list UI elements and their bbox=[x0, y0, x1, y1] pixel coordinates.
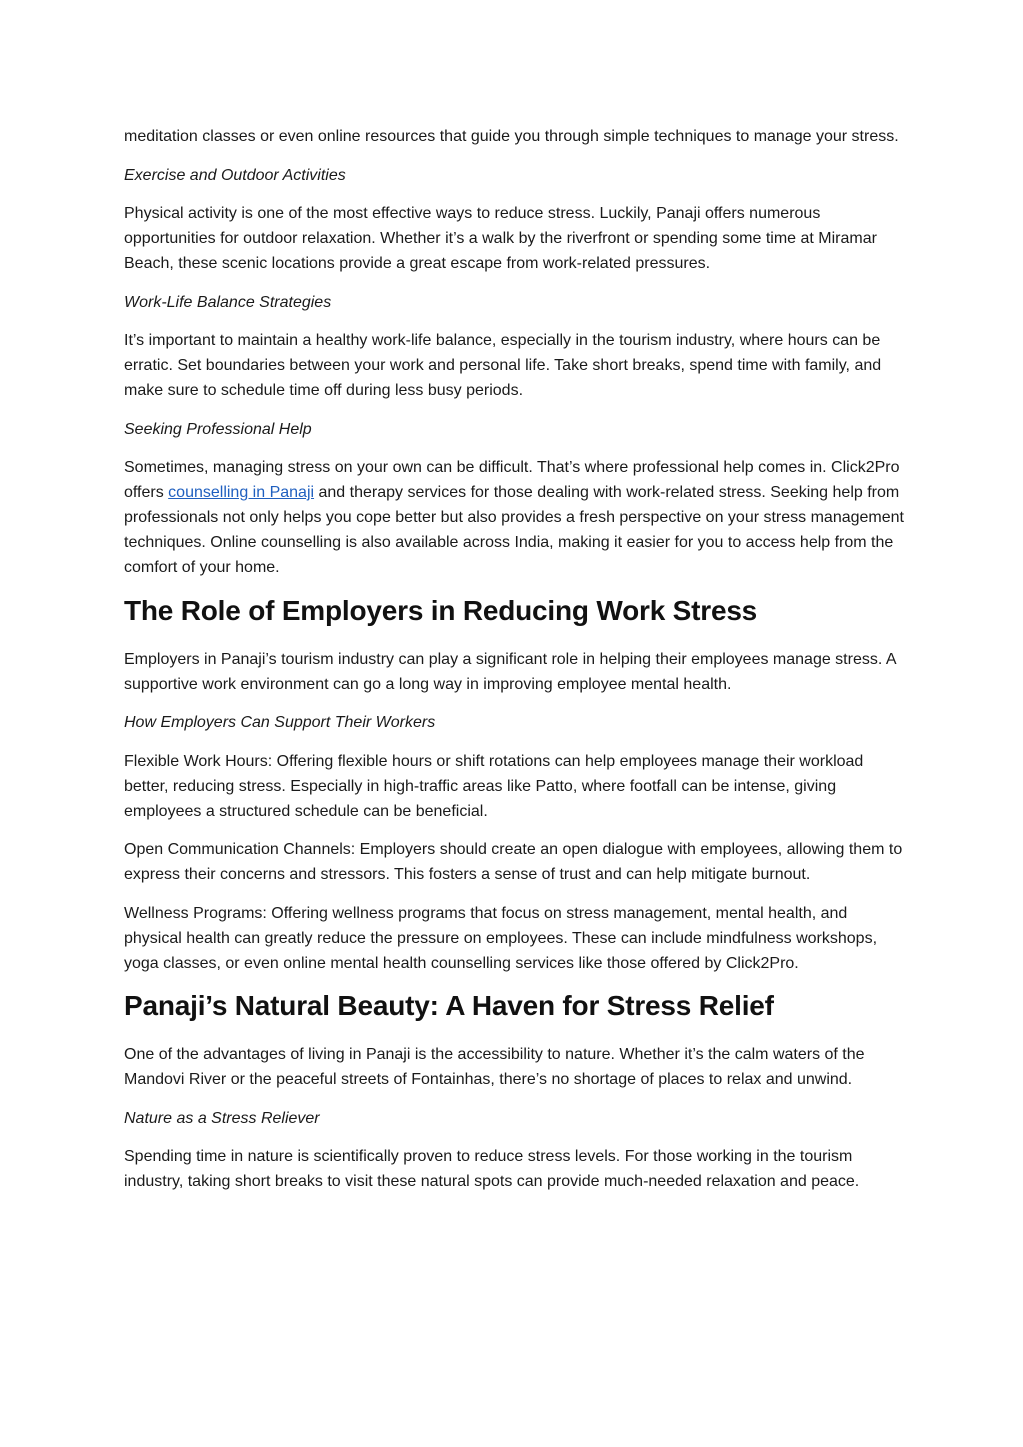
nature-intro-paragraph: One of the advantages of living in Panaji is the accessibility to nature. Whether it’s the calm waters of the Mandovi River or the peaceful streets of Fontainhas, there’s no shortage of places to relax and unwind. bbox=[124, 1046, 865, 1088]
nature-section-title: Panaji’s Natural Beauty: A Haven for Stress Relief bbox=[124, 990, 774, 1021]
employers-support-subheading: How Employers Can Support Their Workers bbox=[124, 714, 436, 731]
wellness-programs-paragraph: Wellness Programs: Offering wellness programs that focus on stress management, mental health, and physical health can greatly reduce the pressure on employees. These can include mindfulness workshops, yoga classes, or even online mental health counselling services like those offered by Click2Pro. bbox=[124, 904, 878, 972]
exercise-paragraph: Physical activity is one of the most effective ways to reduce stress. Luckily, Panaji offers numerous opportunities for outdoor relaxation. Whether it’s a walk by the riverfront or spending some time at Miramar Beach, these scenic locations provide a great escape from work-related pressures. bbox=[124, 205, 877, 272]
flexible-hours-paragraph: Flexible Work Hours: Offering flexible hours or shift rotations can help employees manage their workload better, reducing stress. Especially in high-traffic areas like Patto, where footfall can be intense, giving employees a structured schedule can be beneficial. bbox=[124, 752, 864, 820]
counselling-panaji-link[interactable]: counselling in Panaji bbox=[168, 484, 315, 501]
professional-help-text-after: and therapy services for those dealing with work-related stress. Seeking help from professionals not only helps you cope better but also provides a fresh perspective on your stress management techniques. Online counselling is also available across India, making it easier for you to access help from the comfort of your home. bbox=[124, 484, 904, 576]
professional-help-subheading: Seeking Professional Help bbox=[124, 420, 312, 438]
employers-section-title: The Role of Employers in Reducing Work Stress bbox=[124, 594, 758, 626]
worklife-subheading: Work-Life Balance Strategies bbox=[124, 293, 332, 311]
document-page bbox=[124, 124, 904, 1208]
professional-help-paragraph bbox=[124, 455, 904, 580]
professional-help-text-before: Sometimes, managing stress on your own can be difficult. That’s where professional help comes in. Click2Pro offers bbox=[124, 459, 900, 501]
worklife-paragraph: It’s important to maintain a healthy work-life balance, especially in the tourism industry, where hours can be erratic. Set boundaries between your work and personal life. Take short breaks, spend time with family, and make sure to schedule time off during less busy periods. bbox=[124, 332, 882, 399]
employers-intro-paragraph: Employers in Panaji’s tourism industry can play a significant role in helping their employees manage stress. A supportive work environment can go a long way in improving employee mental health. bbox=[124, 650, 896, 693]
exercise-subheading: Exercise and Outdoor Activities bbox=[124, 166, 346, 184]
intro-tail-paragraph: meditation classes or even online resources that guide you through simple techniques to manage your stress. bbox=[124, 128, 899, 145]
nature-subheading: Nature as a Stress Reliever bbox=[124, 1109, 320, 1127]
open-communication-paragraph: Open Communication Channels: Employers should create an open dialogue with employees, allowing them to express their concerns and stressors. This fosters a sense of trust and can help mitigate burnout. bbox=[124, 841, 903, 883]
nature-paragraph: Spending time in nature is scientifically proven to reduce stress levels. For those working in the tourism industry, taking short breaks to visit these natural spots can provide much-needed relaxation and peace. bbox=[124, 1148, 860, 1190]
